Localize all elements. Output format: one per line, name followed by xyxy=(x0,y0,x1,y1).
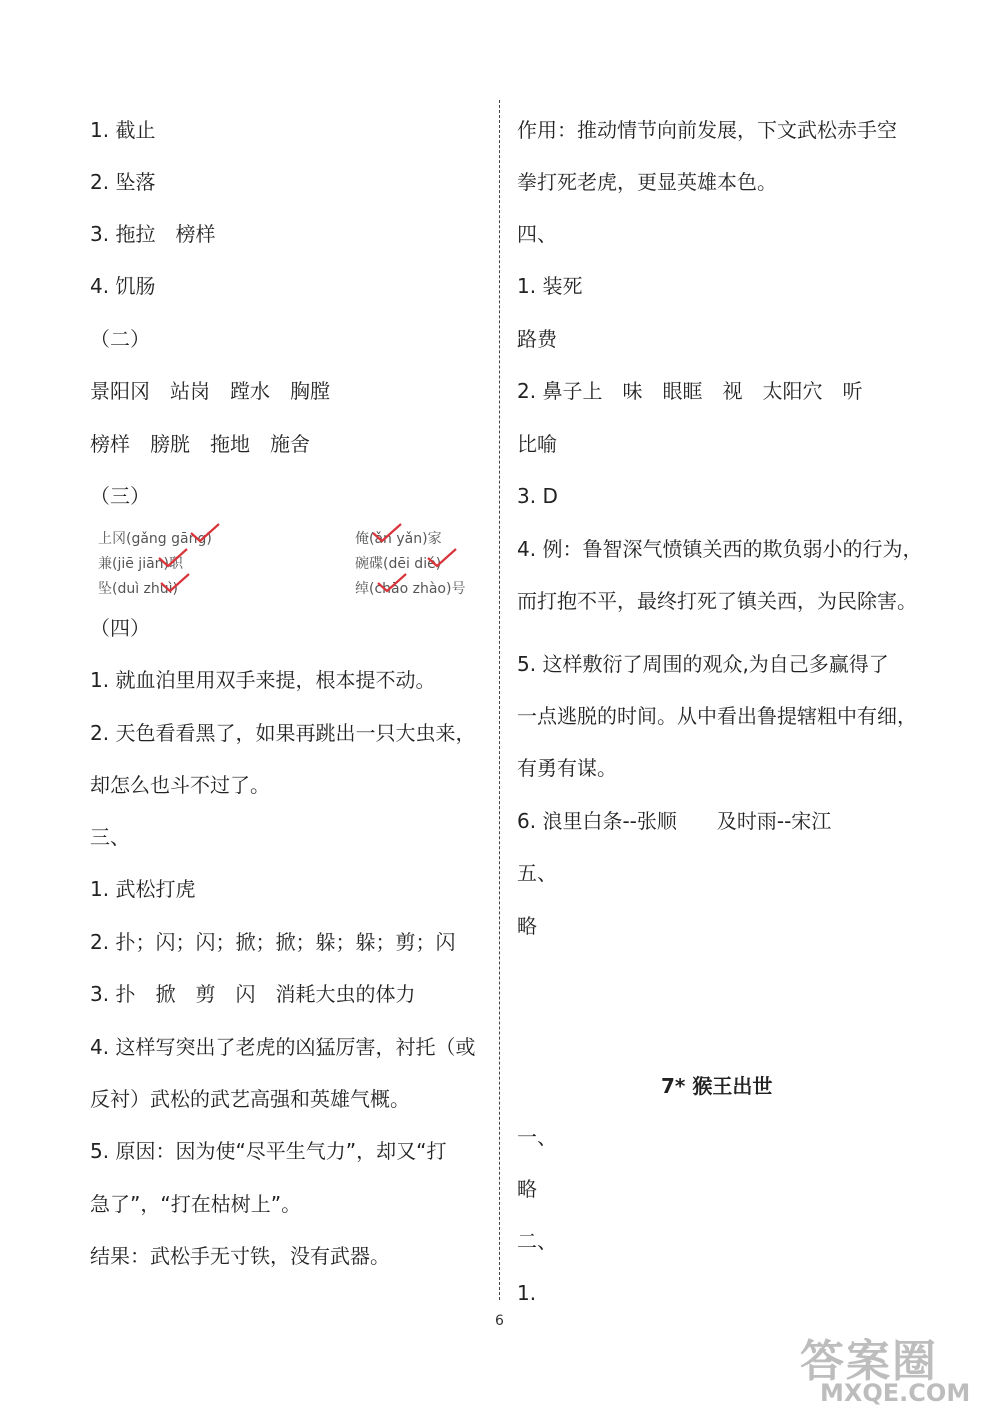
answer-line: 比喻 xyxy=(517,432,557,456)
answer-line: 反衬）武松的武艺高强和英雄气概。 xyxy=(90,1087,410,1111)
answer-line: 3. 拖拉 榜样 xyxy=(90,222,216,246)
check-mark-icon xyxy=(188,522,222,544)
watermark-text: 答案圈 xyxy=(800,1336,938,1387)
answer-line: 有勇有谋。 xyxy=(517,756,617,780)
answer-line: 1. 截止 xyxy=(90,118,156,142)
section-heading: 一、 xyxy=(517,1125,557,1149)
check-mark-icon xyxy=(158,572,192,594)
pinyin-item: 绰(chāo zhào)号 xyxy=(355,581,466,597)
section-heading: （三） xyxy=(90,484,150,508)
answer-line: 2. 坠落 xyxy=(90,170,156,194)
answer-line: 5. 原因：因为使“尽平生气力”，却又“打 xyxy=(90,1139,447,1163)
answer-line: 榜样 膀胱 拖地 施舍 xyxy=(90,432,310,456)
answer-line: 拳打死老虎，更显英雄本色。 xyxy=(517,170,777,194)
pinyin-item: 兼(jiē jiān)职 xyxy=(98,556,183,572)
pinyin-item: 坠(duì zhuì) xyxy=(98,581,179,597)
section-heading: 五、 xyxy=(517,861,557,885)
answer-line: 路费 xyxy=(517,327,557,351)
answer-line: 1. xyxy=(517,1281,537,1305)
answer-line: 1. 武松打虎 xyxy=(90,877,196,901)
answer-line: 2. 天色看看黑了，如果再跳出一只大虫来， xyxy=(90,721,476,745)
answer-line: 3. 扑 掀 剪 闪 消耗大虫的体力 xyxy=(90,982,416,1006)
answer-line: 急了”，“打在枯树上”。 xyxy=(90,1192,302,1216)
answer-line: 4. 这样写突出了老虎的凶猛厉害，衬托（或 xyxy=(90,1035,476,1059)
section-heading: 二、 xyxy=(517,1229,557,1253)
column-divider xyxy=(499,100,500,1300)
answer-line: 1. 就血泊里用双手来提，根本提不动。 xyxy=(90,668,436,692)
check-mark-icon xyxy=(425,547,459,569)
answer-line: 4. 例：鲁智深气愤镇关西的欺负弱小的行为， xyxy=(517,537,923,561)
pinyin-item: 上冈(gǎng gāng) xyxy=(98,531,212,547)
answer-line: 一点逃脱的时间。从中看出鲁提辖粗中有细， xyxy=(517,704,917,728)
answer-line: 作用：推动情节向前发展，下文武松赤手空 xyxy=(517,118,897,142)
answer-line: 5. 这样敷衍了周围的观众,为自己多赢得了 xyxy=(517,652,889,676)
answer-line: 而打抱不平，最终打死了镇关西，为民除害。 xyxy=(517,589,917,613)
answer-line: 景阳冈 站岗 蹚水 胸膛 xyxy=(90,379,330,403)
check-mark-icon xyxy=(375,572,409,594)
answer-line: 却怎么也斗不过了。 xyxy=(90,773,270,797)
page-number: 6 xyxy=(495,1313,504,1329)
check-mark-icon xyxy=(156,547,190,569)
section-heading: 四、 xyxy=(517,222,557,246)
watermark-logo xyxy=(800,1325,995,1410)
answer-line: 1. 装死 xyxy=(517,274,583,298)
answer-line: 略 xyxy=(517,914,537,938)
answer-line: 2. 鼻子上 味 眼眶 视 太阳穴 听 xyxy=(517,379,863,403)
answer-line: 结果：武松手无寸铁，没有武器。 xyxy=(90,1244,390,1268)
section-heading: （四） xyxy=(90,616,150,640)
section-title: 7* 猴王出世 xyxy=(661,1074,773,1098)
section-heading: （二） xyxy=(90,327,150,351)
pinyin-item: 碗碟(dēi dié) xyxy=(355,556,442,572)
pinyin-item: 俺(ǎn yǎn)家 xyxy=(355,531,442,547)
answer-line: 2. 扑；闪；闪；掀；掀；躲；躲；剪；闪 xyxy=(90,930,456,954)
check-mark-icon xyxy=(370,522,404,544)
answer-line: 3. D xyxy=(517,484,558,508)
watermark-url: MXQE.COM xyxy=(820,1379,971,1407)
answer-line: 4. 饥肠 xyxy=(90,274,156,298)
section-heading: 三、 xyxy=(90,825,130,849)
answer-line: 略 xyxy=(517,1177,537,1201)
answer-line: 6. 浪里白条--张顺 及时雨--宋江 xyxy=(517,809,832,833)
